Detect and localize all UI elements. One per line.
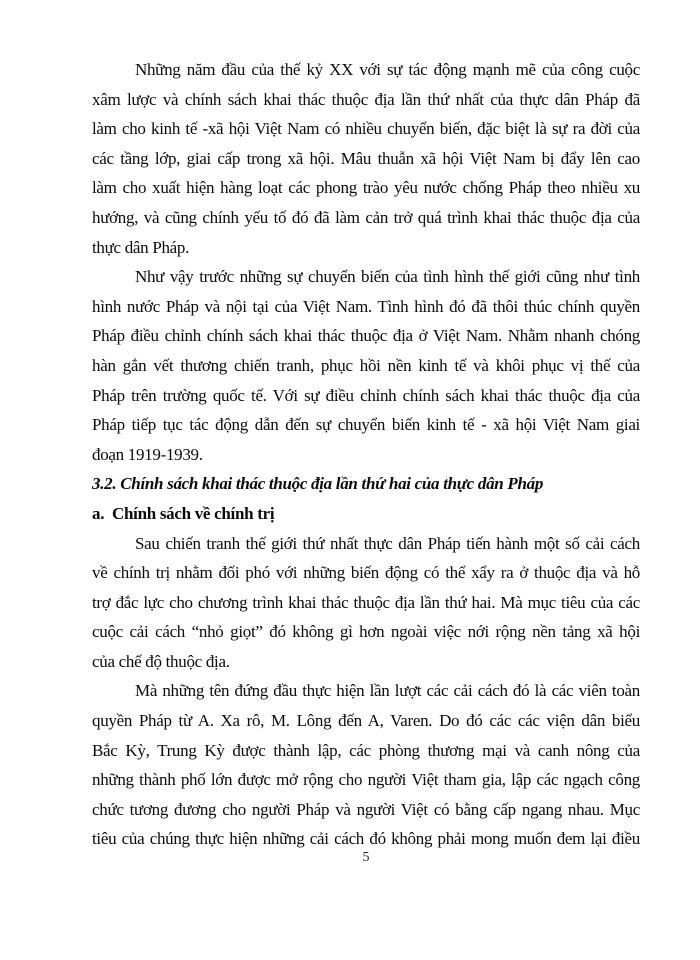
paragraph-line: Pháp tiếp tục tác động dẫn đến sự chuyển biến kinh tế - xã hội Việt Nam giai — [92, 415, 640, 435]
paragraph-line: chức tương đương cho người Pháp và người Việt có bằng cấp ngang nhau. Mục — [92, 799, 640, 819]
paragraph-line: Pháp điều chỉnh chính sách khai thác thuộc địa ở Việt Nam. Nhằm nhanh chóng — [92, 326, 640, 346]
paragraph-line: của chế độ thuộc địa. — [92, 651, 230, 671]
subsection-heading: a. Chính sách về chính trị — [92, 503, 275, 523]
paragraph-line: tiêu của chúng thực hiện những cải cách đó không phải mong muốn đem lại điều — [92, 829, 640, 849]
paragraph-line: hình nước Pháp và nội tại của Việt Nam. Tình hình đó đã thôi thúc chính quyền — [92, 296, 640, 316]
text-area — [92, 55, 640, 854]
paragraph-line: đoạn 1919-1939. — [92, 444, 203, 464]
paragraph-line: thực dân Pháp. — [92, 237, 190, 257]
paragraph-line: Pháp trên trường quốc tế. Với sự điều chỉnh chính sách khai thác thuộc địa của — [92, 385, 640, 405]
paragraph-line: làm cho xuất hiện hàng loạt các phong trào yêu nước chống Pháp theo nhiều xu — [92, 178, 640, 198]
paragraph-line: về chính trị nhằm đối phó với những biến động có thể xẩy ra ở thuộc địa và hỗ — [92, 563, 640, 583]
paragraph-line: Sau chiến tranh thế giới thứ nhất thực dân Pháp tiến hành một số cải cách — [135, 533, 640, 553]
paragraph-line: các tầng lớp, giai cấp trong xã hội. Mâu thuẫn xã hội Việt Nam bị đẩy lên cao — [92, 148, 640, 168]
paragraph-line: Những năm đầu của thế kỷ XX với sự tác động mạnh mẽ của công cuộc — [135, 60, 640, 79]
paragraph-line: Mà những tên đứng đầu thực hiện lần lượt các cải cách đó là các viên toàn — [135, 681, 640, 701]
page-number: 5 — [362, 850, 370, 865]
paragraph-line: hướng, và cũng chính yếu tố đó đã làm cản trở quá trình khai thác thuộc địa của — [92, 207, 640, 227]
paragraph-line: những thành phố lớn được mở rộng cho người Việt tham gia, lập các ngạch công — [92, 770, 640, 790]
paragraph-line: Như vậy trước những sự chuyển biến của tình hình thế giới cũng như tình — [135, 267, 640, 287]
paragraph-line: trợ đắc lực cho chương trình khai thác thuộc địa lần thứ hai. Mà mục tiêu của các — [92, 592, 640, 612]
paragraph-line: quyền Pháp từ A. Xa rô, M. Lông đến A, Varen. Do đó các các viện dân biểu — [92, 711, 640, 731]
paragraph-line: cuộc cải cách “nhỏ giọt” đó không gì hơn ngoài việc nới rộng nền tảng xã hội — [92, 622, 640, 642]
paragraph-line: hàn gắn vết thương chiến tranh, phục hồi nền kinh tế và khôi phục vị thế của — [92, 355, 640, 375]
paragraph-line: làm cho kinh tế -xã hội Việt Nam có nhiều chuyển biến, đặc biệt là sự ra đời của — [92, 119, 640, 139]
paragraph-line: Bắc Kỳ, Trung Kỳ được thành lập, các phòng thương mại và canh nông của — [92, 740, 640, 760]
paragraph-line: xâm lược và chính sách khai thác thuộc địa lần thứ nhất của thực dân Pháp đã — [92, 89, 640, 109]
section-heading: 3.2. Chính sách khai thác thuộc địa lần thứ hai của thực dân Pháp — [92, 474, 544, 494]
